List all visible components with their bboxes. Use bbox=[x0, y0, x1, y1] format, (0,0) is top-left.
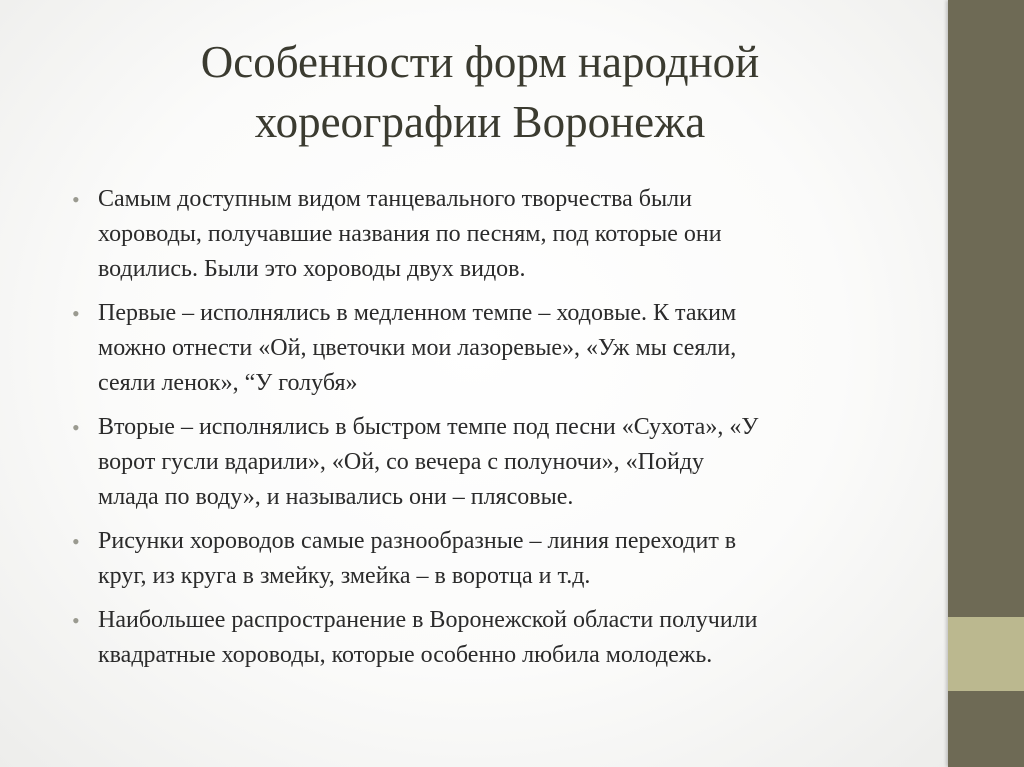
side-decor-accent bbox=[948, 617, 1024, 691]
bullet-text-line: квадратные хороводы, которые особенно любила молодежь. bbox=[98, 642, 713, 668]
bullet-text-line: Первые – исполнялись в медленном темпе – ходовые. К таким bbox=[98, 300, 737, 326]
bullet-text-line: сеяли ленок», “У голубя» bbox=[98, 370, 358, 396]
title-line-1: Особенности форм народной bbox=[200, 37, 760, 87]
bullet-icon: • bbox=[72, 301, 80, 326]
bullet-list bbox=[72, 182, 898, 682]
bullet-text-line: ворот гусли вдарили», «Ой, со вечера с полуночи», «Пойду bbox=[98, 449, 705, 475]
bullet-item-1 bbox=[72, 182, 898, 287]
title-line-2: хореографии Воронежа bbox=[254, 97, 706, 147]
bullet-text-line: млада по воду», и назывались они – плясовые. bbox=[98, 484, 574, 510]
bullet-item-3 bbox=[72, 410, 898, 515]
bullet-text-line: круг, из круга в змейку, змейка – в воротца и т.д. bbox=[98, 563, 591, 589]
bullet-icon: • bbox=[72, 608, 80, 633]
bullet-icon: • bbox=[72, 187, 80, 212]
bullet-text-line: можно отнести «Ой, цветочки мои лазоревые», «Уж мы сеяли, bbox=[98, 335, 737, 361]
bullet-text-line: Наибольшее распространение в Воронежской области получили bbox=[98, 607, 758, 633]
slide-title bbox=[80, 32, 880, 152]
bullet-icon: • bbox=[72, 529, 80, 554]
bullet-item-5 bbox=[72, 603, 898, 673]
bullet-text-line: Вторые – исполнялись в быстром темпе под песни «Сухота», «У bbox=[98, 414, 759, 440]
bullet-text-line: Самым доступным видом танцевального творчества были bbox=[98, 186, 692, 212]
bullet-item-4 bbox=[72, 524, 898, 594]
bullet-item-2 bbox=[72, 296, 898, 401]
bullet-text-line: Рисунки хороводов самые разнообразные – линия переходит в bbox=[98, 528, 737, 554]
bullet-text-line: хороводы, получавшие названия по песням, под которые они bbox=[98, 221, 722, 247]
bullet-text-line: водились. Были это хороводы двух видов. bbox=[98, 256, 526, 282]
bullet-icon: • bbox=[72, 415, 80, 440]
